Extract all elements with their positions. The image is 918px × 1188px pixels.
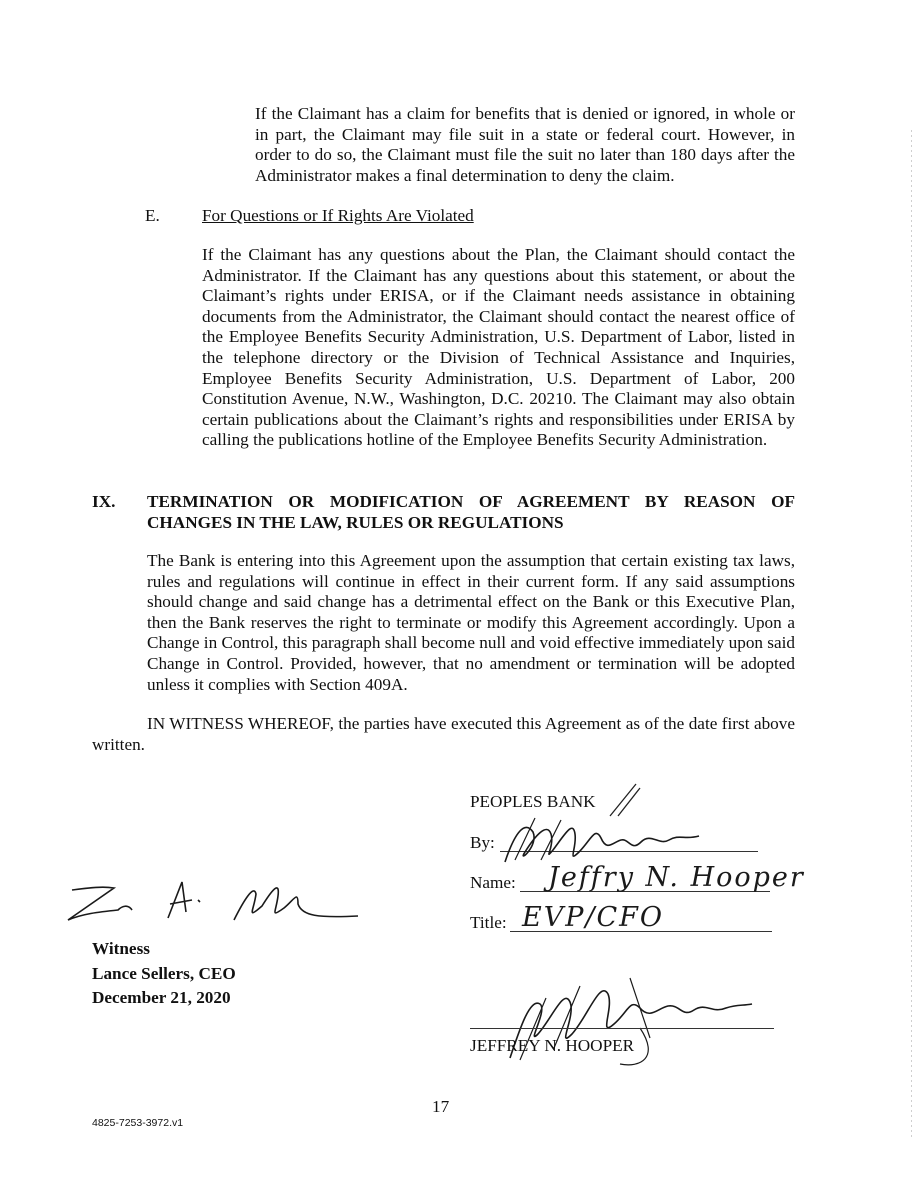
document-id: 4825-7253-3972.v1 [92, 1117, 184, 1129]
section-e-paragraph: If the Claimant has any questions about the Plan, the Claimant should contact the Administrator. If the Claimant has any questions about this statement, or about the Claimant’s rights under ERISA, or if the Claimant needs assistance in obtaining documents from the Administrator, the Claimant should contact the nearest office of the Employee Benefits Security Administration, U.S. Department of Labor, listed in the telephone directory or the Division of Technical Assistance and Inquiries, Employee Benefits Security Administration, U.S. Department of Labor, 200 Constitution Avenue, N.W., Washington, D.C. 20210. The Claimant may also obtain certain publications about the Claimant’s rights and responsibilities under ERISA by calling the publications hotline of the Employee Benefits Security Administration. [202, 245, 795, 450]
section-ix-title: TERMINATION OR MODIFICATION OF AGREEMENT BY REASON OF CHANGES IN THE LAW, RULES OR REGULATIONS [147, 492, 795, 532]
witness-name: Lance Sellers, CEO [92, 963, 236, 983]
witness-label: Witness [92, 939, 150, 958]
section-ix-paragraph: The Bank is entering into this Agreement upon the assumption that certain existing tax laws, rules and regulations will continue in effect in their current form. If any said assumptions should change and said change has a detrimental effect on the Bank or this Executive Plan, then the Bank reserves the right to terminate or modify this Agreement accordingly. Upon a Change in Control, this paragraph shall become null and void effective immediately upon said Change in Control. Provided, however, that no amendment or termination will be adopted unless it complies with Section 409A. [147, 551, 795, 694]
executive-signature-line [470, 1028, 774, 1029]
executive-printed-name: JEFFREY N. HOOPER [470, 1036, 635, 1055]
section-d-paragraph: If the Claimant has a claim for benefits that is denied or ignored, in whole or in part, the Claimant may file suit in a state or federal court. However, in order to do so, the Claimant must file the suit no later than 180 days after the Administrator makes a final determination to deny the claim. [255, 104, 795, 185]
by-label: By: [470, 833, 495, 852]
witness-clause: IN WITNESS WHEREOF, the parties have executed this Agreement as of the date first above written. [92, 714, 795, 754]
witness-date: December 21, 2020 [92, 988, 231, 1007]
section-e-letter: E. [145, 206, 160, 225]
page-number: 17 [432, 1097, 450, 1116]
title-label: Title: [470, 913, 507, 932]
bank-name: PEOPLES BANK [470, 792, 596, 811]
witness-signature-handwritten [58, 870, 368, 930]
scan-edge-line [911, 130, 912, 1140]
signer-title-handwritten: EVP/CFO [522, 902, 664, 933]
name-label: Name: [470, 873, 516, 892]
section-e-title: For Questions or If Rights Are Violated [202, 206, 474, 225]
section-ix-number: IX. [92, 492, 116, 511]
signer-name-handwritten: Jeffry N. Hooper [548, 862, 805, 893]
witness-block [92, 937, 236, 1011]
